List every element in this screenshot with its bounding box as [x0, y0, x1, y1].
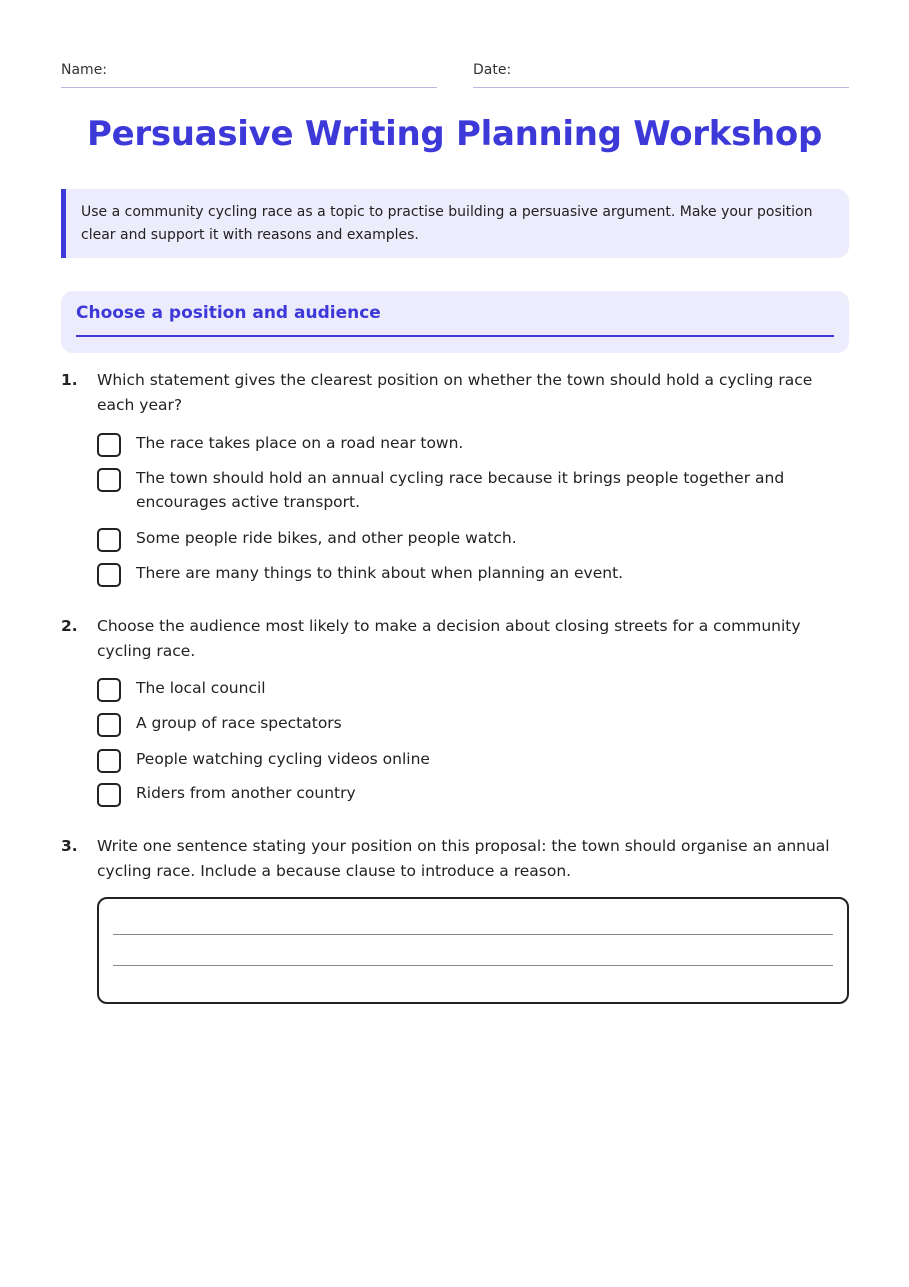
question-number: 3. [61, 837, 78, 855]
section-divider [76, 335, 834, 337]
checkbox[interactable] [97, 749, 121, 773]
option-label: The town should hold an annual cycling race because it brings people together and encourages active transport. [136, 469, 785, 511]
checkbox[interactable] [97, 433, 121, 457]
worksheet-title: Persuasive Writing Planning Workshop [86, 114, 823, 154]
section-title: Choose a position and audience [76, 303, 381, 323]
answer-write-line[interactable] [113, 934, 833, 935]
checkbox[interactable] [97, 678, 121, 702]
checkbox[interactable] [97, 563, 121, 587]
date-label: Date: [473, 62, 512, 78]
checkbox[interactable] [97, 528, 121, 552]
option-label: Some people ride bikes, and other people watch. [136, 529, 517, 547]
question-number: 1. [61, 371, 78, 389]
checkbox[interactable] [97, 783, 121, 807]
intro-callout [61, 189, 849, 258]
name-label: Name: [61, 62, 108, 78]
date-field[interactable] [473, 62, 849, 89]
answer-write-line[interactable] [113, 965, 833, 966]
option-label: Riders from another country [136, 784, 356, 802]
question-text: Choose the audience most likely to make a decision about closing streets for a community cycling race. [97, 617, 801, 660]
checkbox[interactable] [97, 713, 121, 737]
name-field[interactable] [61, 62, 437, 89]
option-label: The race takes place on a road near town. [136, 434, 464, 452]
question-text: Which statement gives the clearest position on whether the town should hold a cycling race each year? [97, 371, 813, 414]
question-text: Write one sentence stating your position on this proposal: the town should organise an annual cycling race. Include a because clause to introduce a reason. [97, 837, 830, 880]
answer-box[interactable] [97, 897, 849, 1004]
checkbox[interactable] [97, 468, 121, 492]
name-write-line[interactable] [61, 87, 437, 88]
question-number: 2. [61, 617, 78, 635]
option-label: The local council [136, 679, 266, 697]
option-label: People watching cycling videos online [136, 750, 430, 768]
option-label: A group of race spectators [136, 714, 342, 732]
intro-text: Use a community cycling race as a topic to practise building a persuasive argument. Make your position clear and support it with reasons and examples. [81, 204, 813, 243]
section-header [61, 291, 849, 353]
option-label: There are many things to think about when planning an event. [136, 564, 624, 582]
date-write-line[interactable] [473, 87, 849, 88]
